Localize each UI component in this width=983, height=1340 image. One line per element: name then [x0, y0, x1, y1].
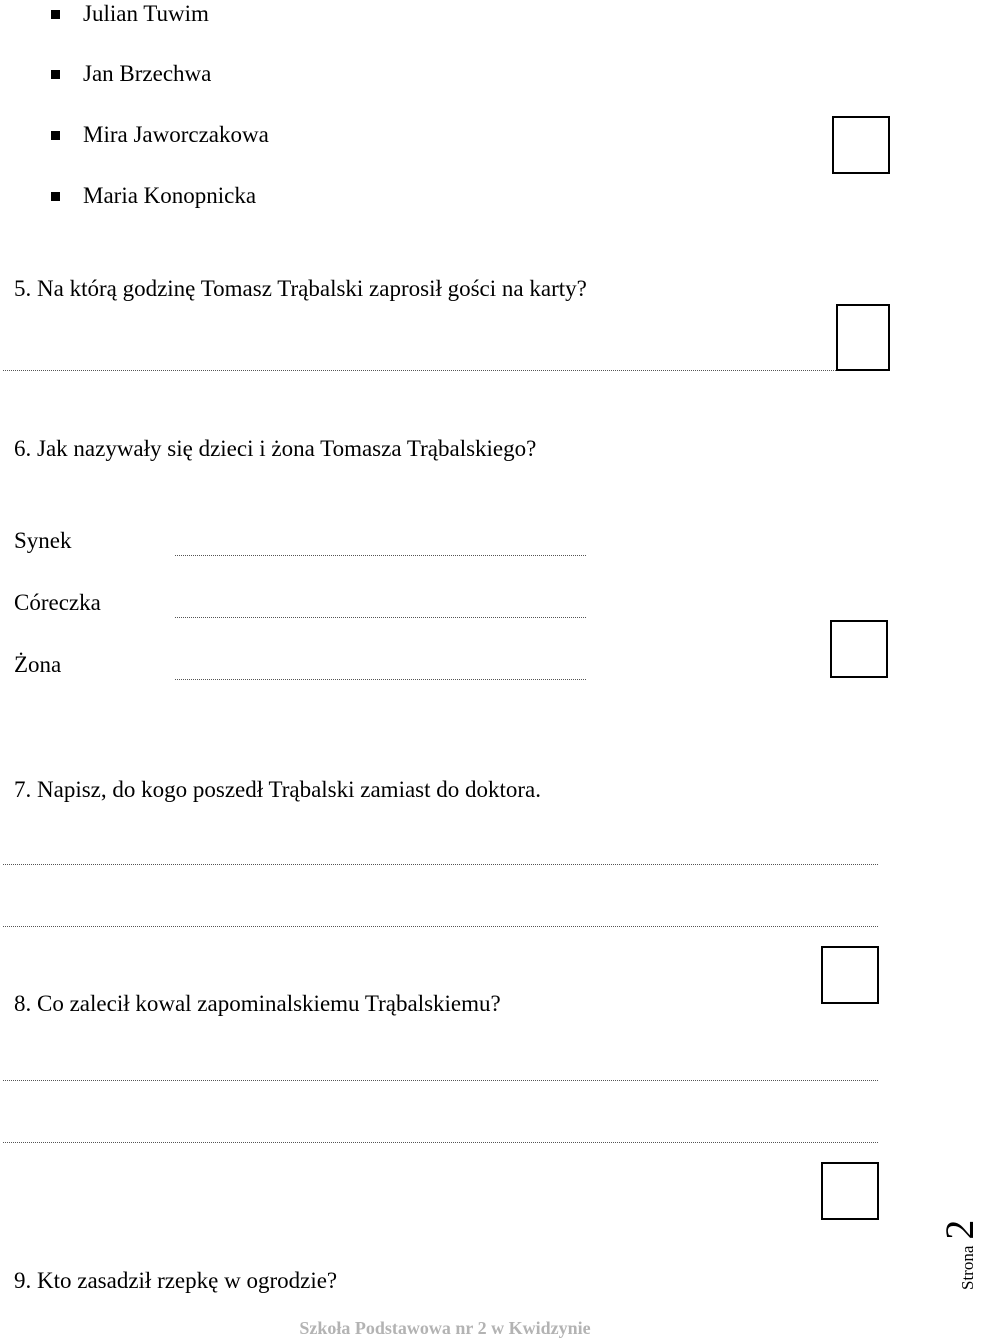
- answer-line-synek[interactable]: [175, 555, 586, 556]
- answer-line-zona[interactable]: [175, 679, 586, 680]
- bullet-icon: [51, 10, 60, 19]
- answer-line[interactable]: [3, 926, 878, 927]
- question-7: 7. Napisz, do kogo poszedł Trąbalski zamiast do doktora.: [14, 777, 542, 802]
- answer-line[interactable]: [3, 1080, 878, 1081]
- score-box[interactable]: [830, 620, 888, 678]
- page-number: 2: [937, 1219, 982, 1240]
- bullet-icon: [51, 70, 60, 79]
- footer-school-name: Szkoła Podstawowa nr 2 w Kwidzynie: [299, 1318, 591, 1338]
- question-5: 5. Na którą godzinę Tomasz Trąbalski zaprosił gości na karty?: [14, 276, 587, 301]
- page-label: Strona: [958, 1245, 977, 1290]
- answer-option: Jan Brzechwa: [83, 61, 212, 86]
- score-box[interactable]: [832, 116, 890, 174]
- bullet-icon: [51, 131, 60, 140]
- answer-line[interactable]: [3, 864, 878, 865]
- field-label-synek: Synek: [14, 528, 72, 553]
- answer-option: Maria Konopnicka: [83, 183, 257, 208]
- score-box[interactable]: [836, 304, 890, 371]
- answer-line[interactable]: [3, 370, 836, 371]
- field-label-zona: Żona: [14, 652, 62, 677]
- question-6: 6. Jak nazywały się dzieci i żona Tomasza Trąbalskiego?: [14, 436, 537, 461]
- question-9: 9. Kto zasadził rzepkę w ogrodzie?: [14, 1268, 338, 1293]
- field-label-coreczka: Córeczka: [14, 590, 101, 615]
- answer-line-coreczka[interactable]: [175, 617, 586, 618]
- answer-option: Mira Jaworczakowa: [83, 122, 269, 147]
- question-8: 8. Co zalecił kowal zapominalskiemu Trąbalskiemu?: [14, 991, 501, 1016]
- answer-option: Julian Tuwim: [83, 1, 209, 26]
- bullet-icon: [51, 192, 60, 201]
- score-box[interactable]: [821, 1162, 879, 1220]
- page-number-marker: [936, 1220, 983, 1290]
- answer-line[interactable]: [3, 1142, 878, 1143]
- score-box[interactable]: [821, 946, 879, 1004]
